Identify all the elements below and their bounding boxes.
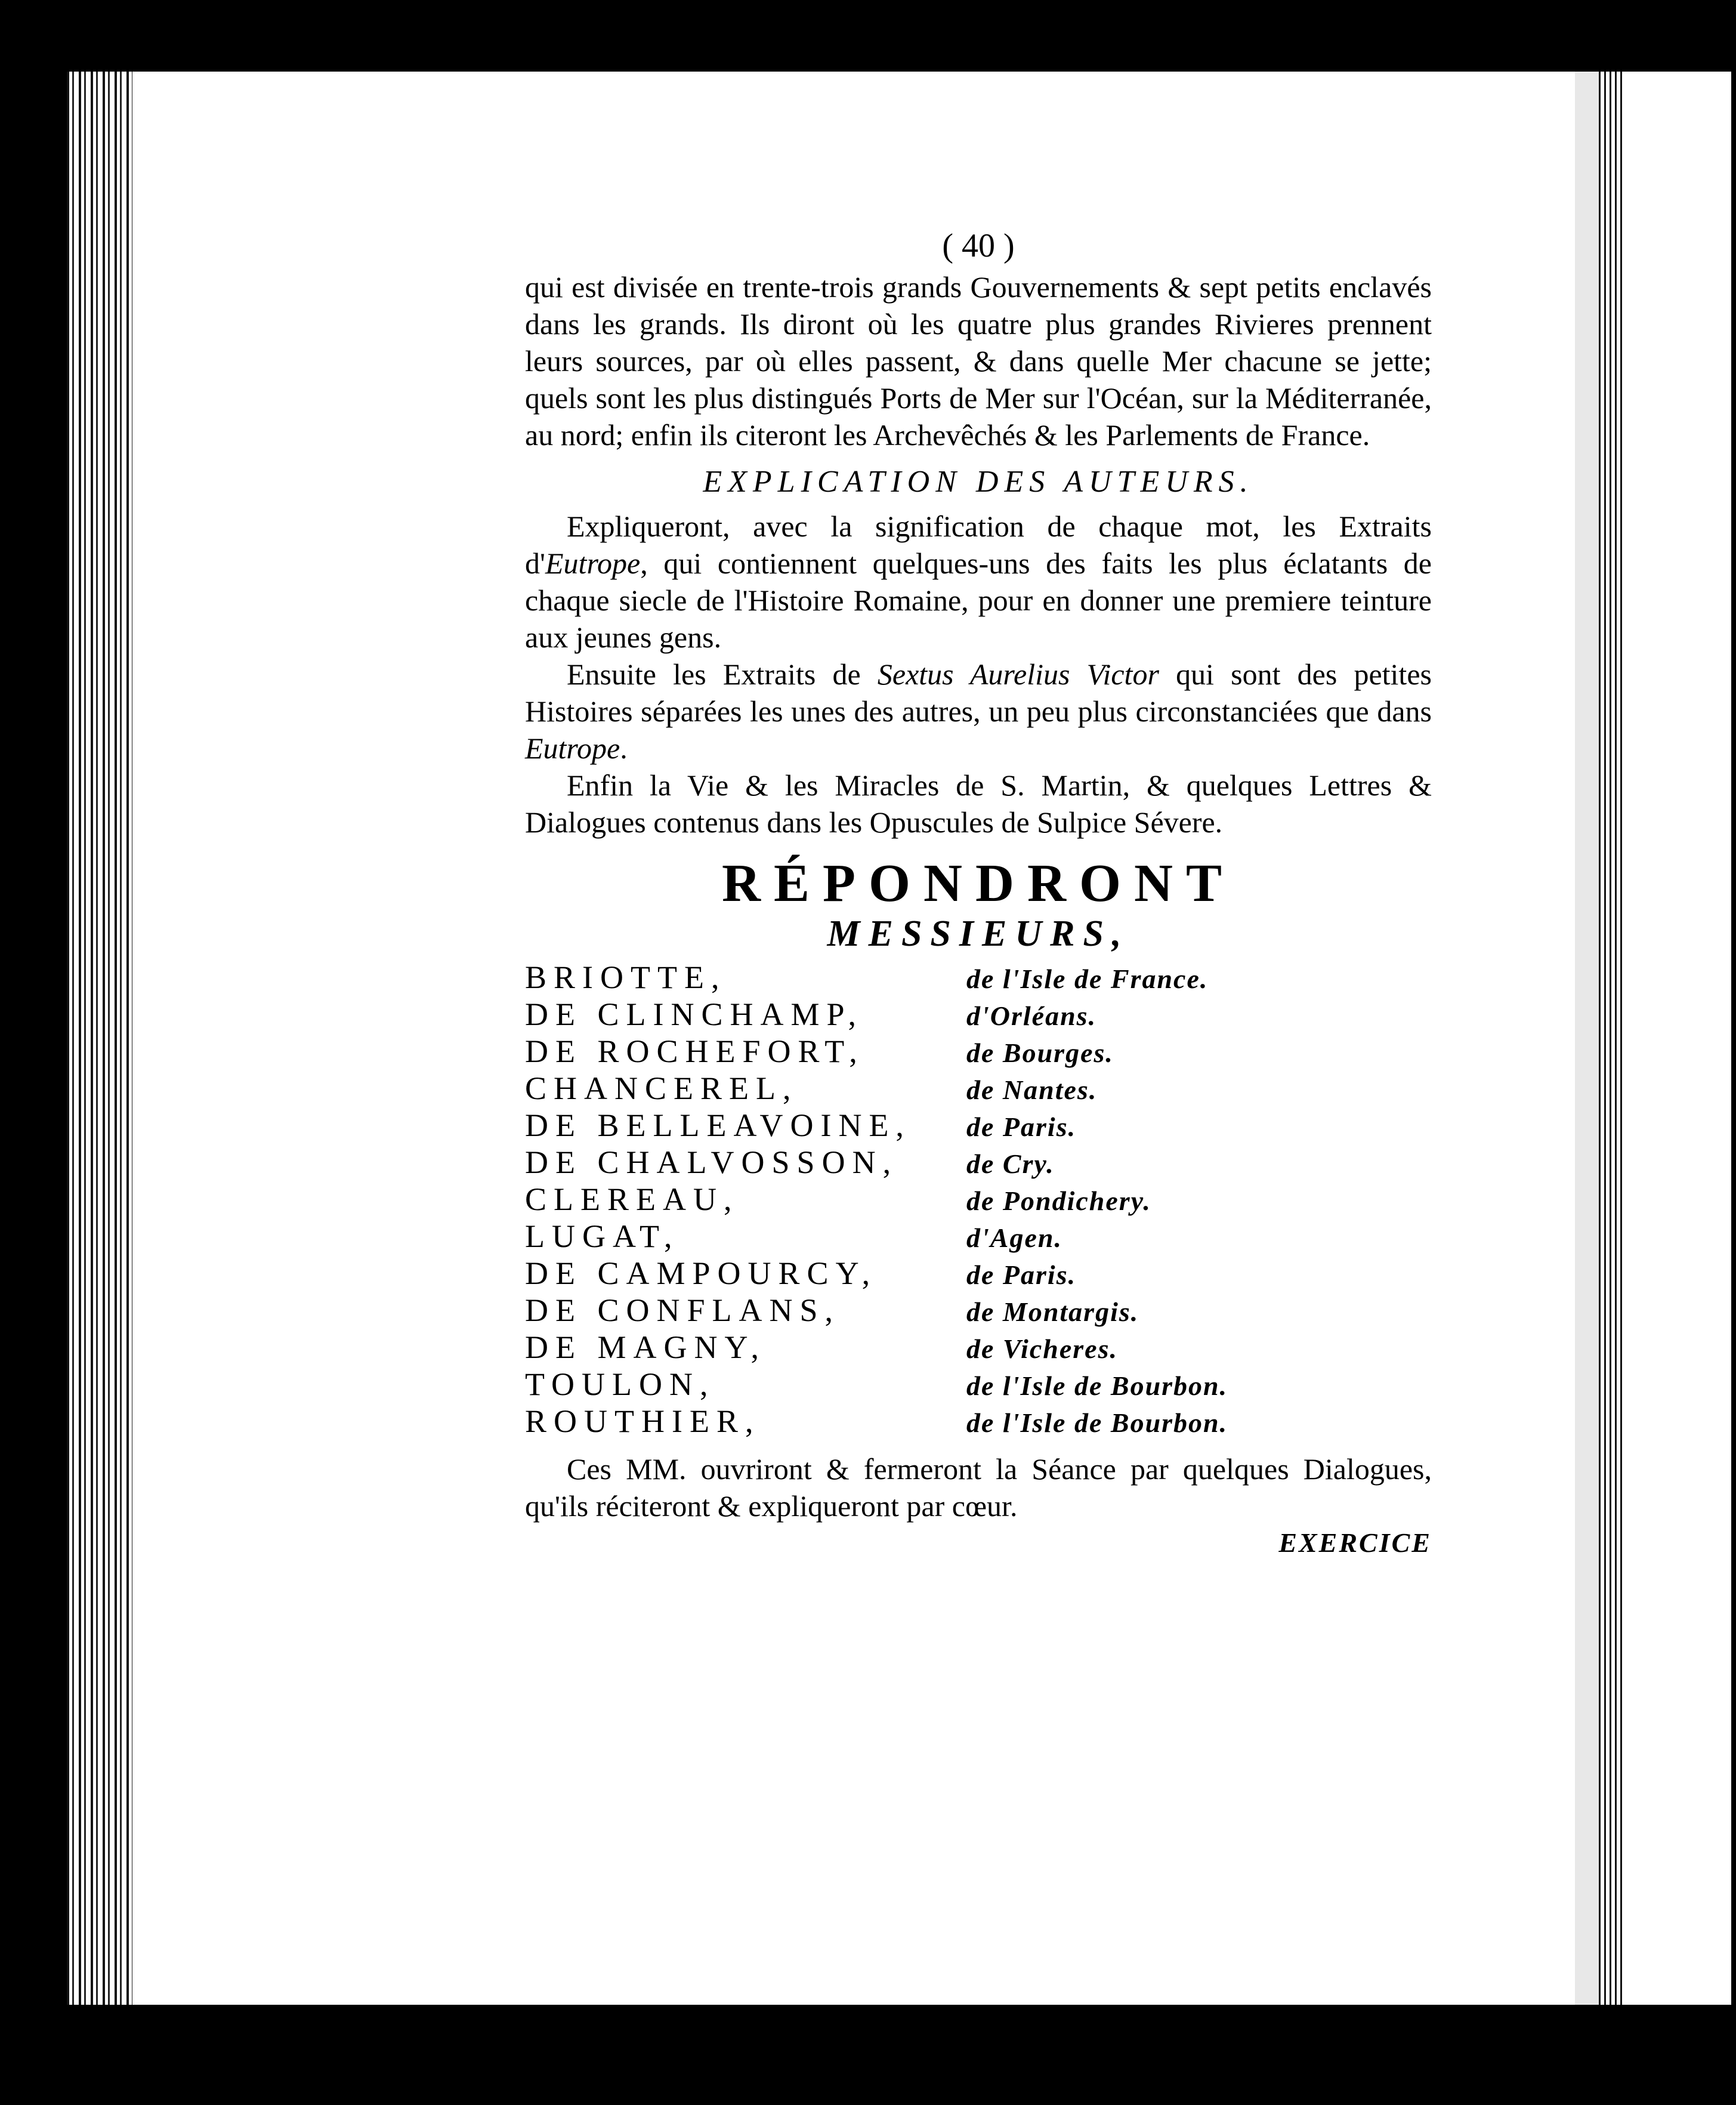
page-edge-stack bbox=[1599, 72, 1623, 2005]
book-binding bbox=[67, 72, 132, 2005]
student-origin: de Bourges. bbox=[966, 1038, 1114, 1068]
student-name: DE CLINCHAMP, bbox=[525, 996, 864, 1032]
roster-row bbox=[525, 1403, 1432, 1440]
student-name: LUGAT, bbox=[525, 1218, 679, 1254]
roster-row bbox=[525, 1366, 1432, 1403]
student-name: DE MAGNY, bbox=[525, 1329, 767, 1365]
student-origin: de l'Isle de France. bbox=[966, 964, 1209, 994]
page-number: ( 40 ) bbox=[942, 227, 1015, 264]
closing-paragraph: Ces MM. ouvriront & fermeront la Séance par quelques Dialogues, qu'ils réciteront & expliqueront par cœur. bbox=[525, 1452, 1432, 1523]
page-content bbox=[525, 227, 1432, 1558]
student-origin: de Nantes. bbox=[966, 1075, 1098, 1105]
roster-row bbox=[525, 1107, 1432, 1144]
student-name: DE BELLEAVOINE, bbox=[525, 1107, 911, 1143]
student-origin: d'Agen. bbox=[966, 1223, 1062, 1253]
student-name: BRIOTTE, bbox=[525, 959, 727, 995]
roster-row bbox=[525, 959, 1432, 996]
paragraph-victor bbox=[525, 656, 1432, 767]
student-origin: de Paris. bbox=[966, 1112, 1077, 1142]
author-name: Sextus Aurelius Victor bbox=[877, 658, 1159, 691]
student-origin: de Vicheres. bbox=[966, 1334, 1118, 1364]
student-name: DE ROCHEFORT, bbox=[525, 1033, 864, 1069]
student-origin: de Montargis. bbox=[966, 1297, 1139, 1327]
roster-row bbox=[525, 1292, 1432, 1329]
student-origin: d'Orléans. bbox=[966, 1001, 1097, 1031]
student-name: CLEREAU, bbox=[525, 1181, 739, 1217]
roster-row bbox=[525, 1070, 1432, 1107]
paragraph-martin: Enfin la Vie & les Miracles de S. Martin, & quelques Lettres & Dialogues contenus dans les Opuscules de Sulpice Sévere. bbox=[525, 768, 1432, 839]
paragraph-eutrope bbox=[525, 508, 1432, 656]
student-roster bbox=[525, 959, 1432, 1440]
author-name: Eutrope bbox=[545, 547, 641, 580]
roster-row bbox=[525, 1033, 1432, 1070]
student-origin: de Pondichery. bbox=[966, 1186, 1151, 1216]
roster-row bbox=[525, 1255, 1432, 1292]
author-name: Eutrope bbox=[525, 731, 620, 765]
roster-row bbox=[525, 1329, 1432, 1366]
student-origin: de Cry. bbox=[966, 1149, 1055, 1179]
text-run: Ensuite les Extraits de bbox=[567, 658, 878, 691]
student-name: DE CHALVOSSON, bbox=[525, 1144, 898, 1180]
roster-row bbox=[525, 1218, 1432, 1255]
student-origin: de l'Isle de Bourbon. bbox=[966, 1371, 1228, 1401]
student-name: ROUTHIER, bbox=[525, 1403, 761, 1439]
student-name: DE CAMPOURCY, bbox=[525, 1255, 878, 1291]
student-origin: de Paris. bbox=[966, 1260, 1077, 1290]
roster-row bbox=[525, 1144, 1432, 1181]
text-run: , qui contiennent quelques-uns des faits les plus éclatants de chaque siecle de l'Histoire Romaine, pour en donner une premiere teinture aux jeunes gens. bbox=[525, 547, 1432, 654]
catchword: EXERCICE bbox=[1278, 1527, 1432, 1558]
student-name: CHANCEREL, bbox=[525, 1070, 798, 1106]
intro-paragraph: qui est divisée en trente-trois grands Gouvernements & sept petits enclavés dans les grands. Ils diront où les quatre plus grandes Rivieres prennent leurs sources, par où elles passent, & dans quelle Mer chacune se jette; quels sont les plus distingués Ports de Mer sur l'Océan, sur la Méditerranée, au nord; enfin ils citeront les Archevêchés & les Parlements de France. bbox=[525, 270, 1432, 452]
closing-block bbox=[525, 1450, 1432, 1524]
text-run: qui sont des petites Histoires séparées les unes des autres, un peu plus circonstanciées que dans bbox=[525, 658, 1432, 728]
subheading: MESSIEURS, bbox=[827, 913, 1130, 954]
student-name: TOULON, bbox=[525, 1366, 715, 1402]
student-name: DE CONFLANS, bbox=[525, 1292, 841, 1328]
text-run: Expliqueront, avec la signification de chaque mot, les Extraits d' bbox=[525, 510, 1432, 580]
text-run: . bbox=[620, 731, 628, 765]
text-body bbox=[525, 268, 1432, 841]
heading: RÉPONDRONT bbox=[721, 854, 1235, 913]
section-title: EXPLICATION DES AUTEURS. bbox=[703, 465, 1254, 499]
page-edge bbox=[1575, 72, 1599, 2005]
roster-row bbox=[525, 1181, 1432, 1218]
scan-border bbox=[0, 2005, 1736, 2105]
roster-row bbox=[525, 996, 1432, 1033]
student-origin: de l'Isle de Bourbon. bbox=[966, 1408, 1228, 1438]
